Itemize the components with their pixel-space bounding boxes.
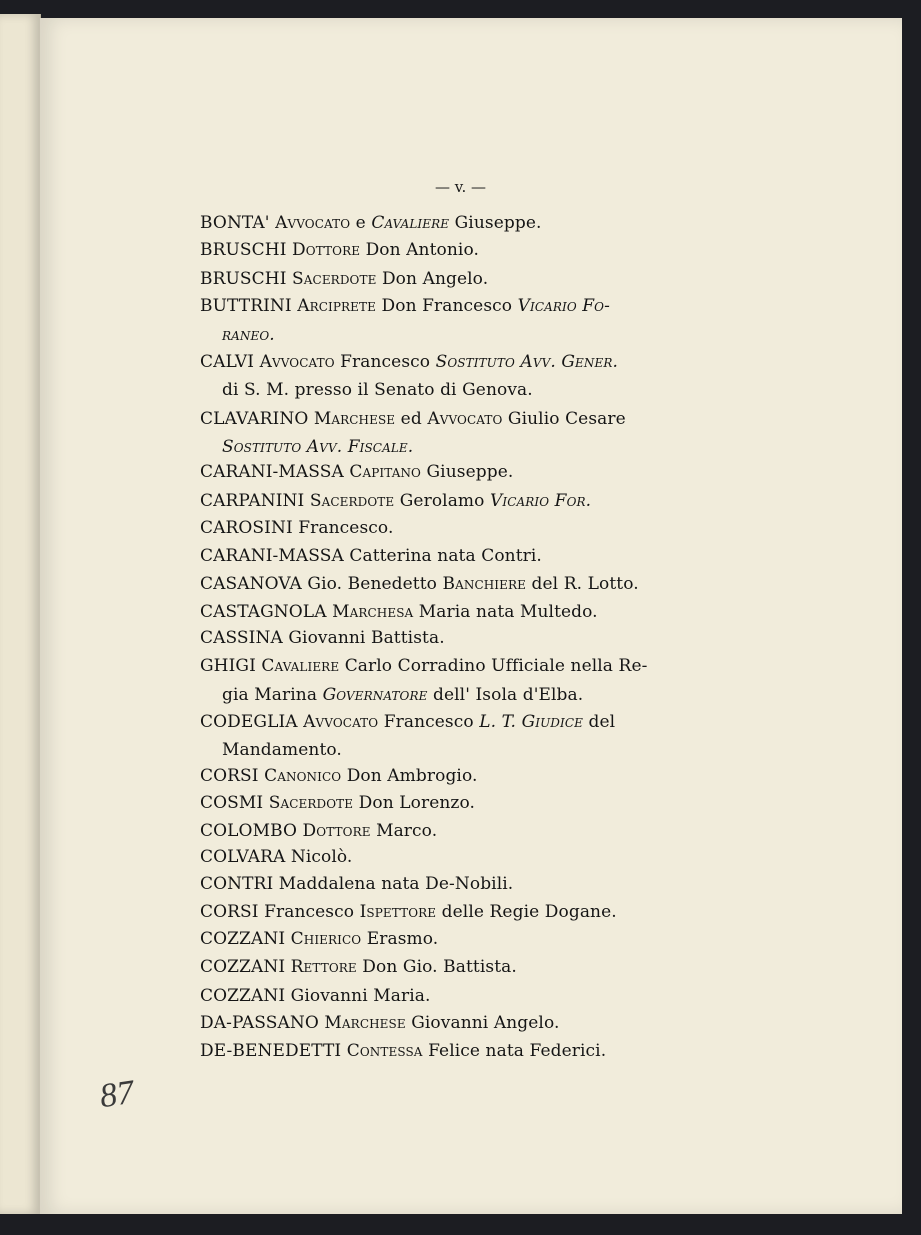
entry-text-segment: COSMI	[200, 793, 269, 813]
list-entry-line	[200, 902, 617, 922]
entry-text-segment: COLOMBO	[200, 821, 303, 841]
entry-text-segment: COZZANI	[200, 929, 291, 949]
list-entry-line	[200, 269, 488, 289]
entry-text-segment: CORSI	[200, 766, 265, 786]
entry-text-segment: Banchiere	[442, 574, 527, 594]
entry-text-segment: Canonico	[264, 766, 342, 786]
entry-text-segment: Francesco	[378, 712, 480, 732]
entry-text-segment: Avvocato	[259, 352, 335, 372]
entry-text-segment: del	[583, 712, 616, 732]
entry-text-segment: Chierico	[290, 929, 362, 949]
list-entry-line	[222, 685, 583, 705]
entry-text-segment: Marchese	[313, 409, 396, 429]
handwritten-page-number: 87	[97, 1073, 137, 1116]
entry-text-segment: Capitano	[349, 462, 421, 482]
entry-text-segment: Vicario For.	[490, 491, 592, 511]
entry-text-segment: Arciprete	[297, 296, 377, 316]
entry-text-segment: Cavaliere	[261, 656, 340, 676]
entry-text-segment: Vicario Fo-	[517, 296, 610, 316]
list-entry-line	[222, 437, 413, 457]
list-entry-line	[200, 213, 542, 233]
entry-text-segment: Gerolamo	[394, 491, 490, 511]
list-entry-line	[200, 628, 445, 648]
entry-text-segment: CARANI-MASSA	[200, 462, 350, 482]
list-entry-line	[200, 1013, 559, 1033]
entry-text-segment: Cavaliere	[371, 213, 450, 233]
entry-text-segment: Don Ambrogio.	[341, 766, 478, 786]
entry-text-segment: raneo.	[222, 325, 275, 345]
entry-text-segment: BUTTRINI	[200, 296, 298, 316]
entry-text-segment: Maria nata Multedo.	[413, 602, 598, 622]
list-entry-line	[200, 986, 431, 1006]
list-entry-line	[200, 491, 591, 511]
list-entry-line	[200, 1041, 606, 1061]
entry-text-segment: L. T. Giudice	[479, 712, 583, 732]
entry-text-segment: Giuseppe.	[449, 213, 542, 233]
entry-text-segment: BRUSCHI	[200, 269, 293, 289]
entry-text-segment: Ispettore	[359, 902, 437, 922]
entry-text-segment: delle Regie Dogane.	[436, 902, 617, 922]
entry-text-segment: Contessa	[346, 1041, 423, 1061]
entry-text-segment: Rettore	[290, 957, 357, 977]
entry-text-segment: Marchesa	[332, 602, 414, 622]
entry-text-segment: Marchese	[324, 1013, 406, 1033]
entry-text-segment: Francesco	[334, 352, 436, 372]
list-entry-line	[200, 874, 513, 894]
entry-text-segment: Carlo Corradino Ufficiale nella Re-	[339, 656, 648, 676]
entry-text-segment: CAROSINI Francesco.	[200, 518, 394, 538]
entry-text-segment: Marco.	[370, 821, 438, 841]
entry-text-segment: Sostituto Avv. Gener.	[435, 352, 618, 372]
list-entry-line	[200, 574, 639, 594]
entry-text-segment: DA-PASSANO	[200, 1013, 325, 1033]
entry-text-segment: CARPANINI	[200, 491, 310, 511]
list-entry-line	[200, 518, 393, 538]
entry-text-segment: Don Angelo.	[376, 269, 489, 289]
list-entry-line	[200, 409, 626, 429]
entry-text-segment: CASSINA Giovanni Battista.	[200, 628, 445, 648]
entry-text-segment: Avvocato	[275, 213, 351, 233]
entry-text-segment: Governatore	[322, 685, 428, 705]
entry-text-segment: CORSI Francesco	[200, 902, 360, 922]
entry-text-segment: Giuseppe.	[421, 462, 514, 482]
list-entry-line	[200, 602, 598, 622]
list-entry-line	[222, 380, 533, 400]
entry-text-segment: Giulio Cesare	[502, 409, 626, 429]
entry-text-segment: del R. Lotto.	[526, 574, 639, 594]
entry-text-segment: Avvocato	[427, 409, 503, 429]
entry-text-segment: Mandamento.	[222, 740, 342, 760]
entry-text-segment: e	[350, 213, 372, 233]
list-entry-line	[222, 740, 342, 760]
entry-text-segment: Giovanni Angelo.	[405, 1013, 560, 1033]
entry-text-segment: Dottore	[292, 240, 361, 260]
entry-text-segment: di S. M. presso il Senato di Genova.	[222, 380, 533, 400]
entry-text-segment: CASANOVA Gio. Benedetto	[200, 574, 443, 594]
entry-text-segment: BRUSCHI	[200, 240, 293, 260]
entry-text-segment: CLAVARINO	[200, 409, 314, 429]
list-entry-line	[200, 352, 618, 372]
facing-page-edge	[0, 14, 41, 1214]
entry-text-segment: Erasmo.	[361, 929, 439, 949]
entry-text-segment: CONTRI Maddalena nata De-Nobili.	[200, 874, 514, 894]
entry-text-segment: Avvocato	[303, 712, 379, 732]
entry-text-segment: COZZANI	[200, 957, 291, 977]
list-entry-line	[200, 462, 513, 482]
page-header: — v. —	[435, 178, 486, 196]
list-entry-line	[200, 240, 479, 260]
list-entry-line	[200, 821, 437, 841]
entry-text-segment: Don Gio. Battista.	[356, 957, 517, 977]
list-entry-line	[200, 546, 542, 566]
list-entry-line	[200, 847, 352, 867]
entry-text-segment: CALVI	[200, 352, 260, 372]
entry-text-segment: COZZANI Giovanni Maria.	[200, 986, 431, 1006]
list-entry-line	[200, 712, 615, 732]
entry-text-segment: Don Antonio.	[360, 240, 480, 260]
entry-text-segment: CARANI-MASSA Catterina nata Contri.	[200, 546, 542, 566]
entry-text-segment: Don Lorenzo.	[353, 793, 476, 813]
entry-text-segment: Felice nata Federici.	[422, 1041, 607, 1061]
entry-text-segment: dell' Isola d'Elba.	[427, 685, 584, 705]
list-entry-line	[200, 793, 475, 813]
entry-text-segment: DE-BENEDETTI	[200, 1041, 347, 1061]
entry-text-segment: Sacerdote	[292, 269, 377, 289]
entry-text-segment: CASTAGNOLA	[200, 602, 333, 622]
list-entry-line	[222, 325, 275, 345]
entry-text-segment: COLVARA Nicolò.	[200, 847, 353, 867]
list-entry-line	[200, 656, 647, 676]
entry-text-segment: gia Marina	[222, 685, 323, 705]
entry-text-segment: Don Francesco	[376, 296, 518, 316]
entry-text-segment: ed	[395, 409, 428, 429]
list-entry-line	[200, 296, 610, 316]
entry-text-segment: GHIGI	[200, 656, 262, 676]
entry-text-segment: BONTA'	[200, 213, 276, 233]
list-entry-line	[200, 766, 478, 786]
document-page	[40, 18, 902, 1214]
list-entry-line	[200, 929, 438, 949]
list-entry-line	[200, 957, 517, 977]
entry-text-segment: CODEGLIA	[200, 712, 304, 732]
entry-text-segment: Sacerdote	[268, 793, 354, 813]
entry-text-segment: Dottore	[302, 821, 371, 841]
entry-text-segment: Sacerdote	[309, 491, 395, 511]
entry-text-segment: Sostituto Avv. Fiscale.	[222, 437, 414, 457]
